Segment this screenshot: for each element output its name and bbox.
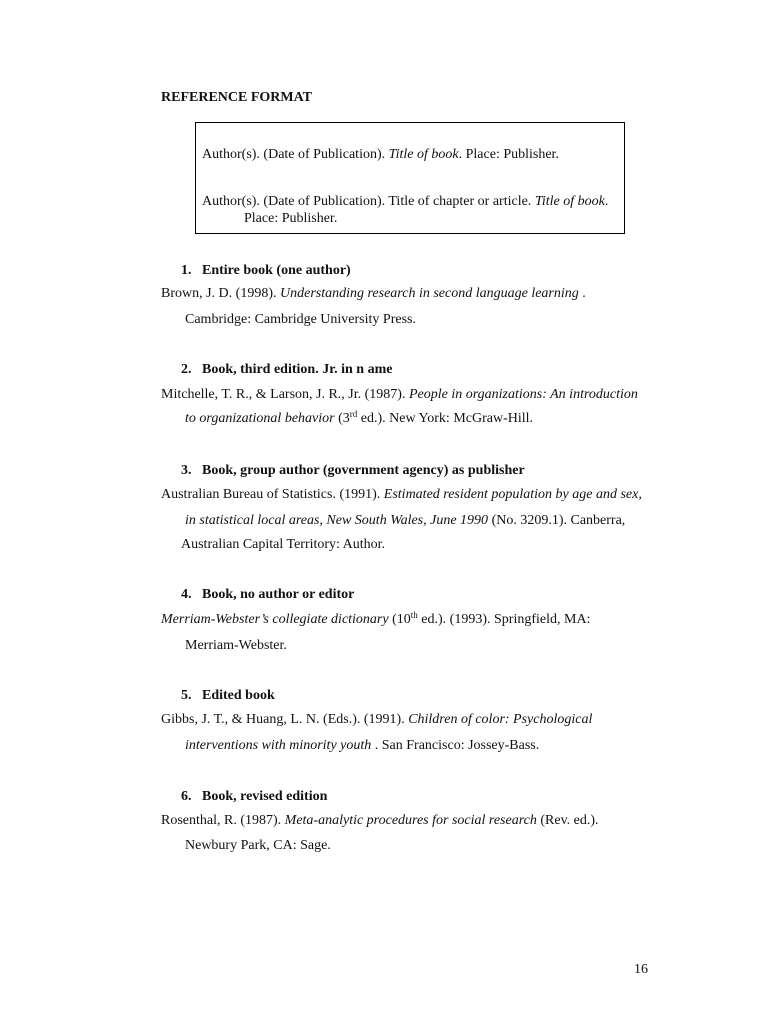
format-text: Author(s). (Date of Publication). Title of chapter or article. — [202, 194, 535, 209]
entry-line — [161, 487, 642, 503]
entry-text: Mitchelle, T. R., & Larson, J. R., Jr. (1987). — [161, 387, 409, 402]
entry-italic: People in organizations: An introduction — [408, 387, 638, 402]
entry-heading — [181, 789, 327, 805]
entry-number: 6. — [181, 789, 192, 804]
entry-number: 3. — [181, 463, 192, 478]
entry-line: Merriam-Webster. — [185, 638, 287, 653]
format-title-italic: Title of book — [388, 147, 459, 162]
format-text: Author(s). (Date of Publication). — [202, 147, 389, 162]
entry-heading — [181, 263, 351, 279]
entry-line — [161, 286, 586, 302]
page-title: REFERENCE FORMAT — [161, 90, 313, 105]
entry-line — [185, 738, 539, 754]
format-line-chapter — [202, 194, 608, 210]
format-line-chapter-cont: Place: Publisher. — [244, 211, 338, 226]
entry-line — [161, 387, 638, 403]
entry-text: . San Francisco: Jossey-Bass. — [371, 738, 540, 753]
entry-line: Cambridge: Cambridge University Press. — [185, 312, 416, 327]
format-line-book — [202, 147, 559, 163]
entry-heading — [181, 362, 392, 378]
entry-italic: interventions with minority youth — [185, 738, 372, 753]
entry-heading — [181, 463, 525, 479]
entry-line — [161, 712, 592, 728]
entry-heading-text: Edited book — [202, 688, 275, 703]
entry-italic: in statistical local areas, New South Wales, June 1990 — [185, 513, 489, 528]
entry-italic: Understanding research in second language learning — [280, 286, 579, 301]
page-number: 16 — [634, 962, 648, 977]
entry-line — [161, 612, 590, 628]
entry-italic: Meta-analytic procedures for social research — [284, 813, 537, 828]
entry-text: (No. 3209.1). Canberra, — [491, 513, 626, 528]
format-text: . Place: Publisher. — [458, 147, 559, 162]
entry-line: Newbury Park, CA: Sage. — [185, 838, 331, 853]
entry-heading-text: Book, group author (government agency) as publisher — [202, 463, 525, 478]
entry-line — [185, 513, 625, 529]
entry-text: Australian Bureau of Statistics. (1991). — [161, 487, 384, 502]
entry-text: Gibbs, J. T., & Huang, L. N. (Eds.). (1991). — [161, 712, 409, 727]
entry-number: 4. — [181, 587, 192, 602]
entry-heading-text: Book, revised edition — [202, 789, 328, 804]
entry-text: Rosenthal, R. (1987). — [161, 813, 285, 828]
entry-text: ed.). (1993). Springfield, MA: — [417, 612, 591, 627]
entry-heading-text: Book, third edition. Jr. in n ame — [202, 362, 393, 377]
entry-line — [185, 411, 533, 427]
entry-italic: Estimated resident population by age and sex, — [383, 487, 642, 502]
entry-text: ed.). New York: McGraw-Hill. — [357, 411, 534, 426]
entry-text: (3 — [334, 411, 350, 426]
entry-number: 2. — [181, 362, 192, 377]
entry-italic: Children of color: Psychological — [408, 712, 593, 727]
entry-heading-text: Entire book (one author) — [202, 263, 351, 278]
format-title-italic: Title of book — [534, 194, 605, 209]
entry-number: 5. — [181, 688, 192, 703]
entry-number: 1. — [181, 263, 192, 278]
entry-line — [161, 813, 599, 829]
entry-heading — [181, 587, 354, 603]
entry-text: Brown, J. D. (1998). — [161, 286, 280, 301]
entry-italic: to organizational behavior — [185, 411, 335, 426]
entry-italic: Merriam-Webster’s collegiate dictionary — [161, 612, 389, 627]
format-text: . — [604, 194, 609, 209]
entry-text: (Rev. ed.). — [536, 813, 599, 828]
entry-line: Australian Capital Territory: Author. — [181, 537, 386, 552]
entry-text: . — [582, 286, 586, 301]
entry-superscript: rd — [349, 409, 358, 419]
entry-text: (10 — [388, 612, 411, 627]
entry-heading-text: Book, no author or editor — [202, 587, 355, 602]
entry-superscript: th — [410, 610, 418, 620]
entry-heading — [181, 688, 275, 704]
